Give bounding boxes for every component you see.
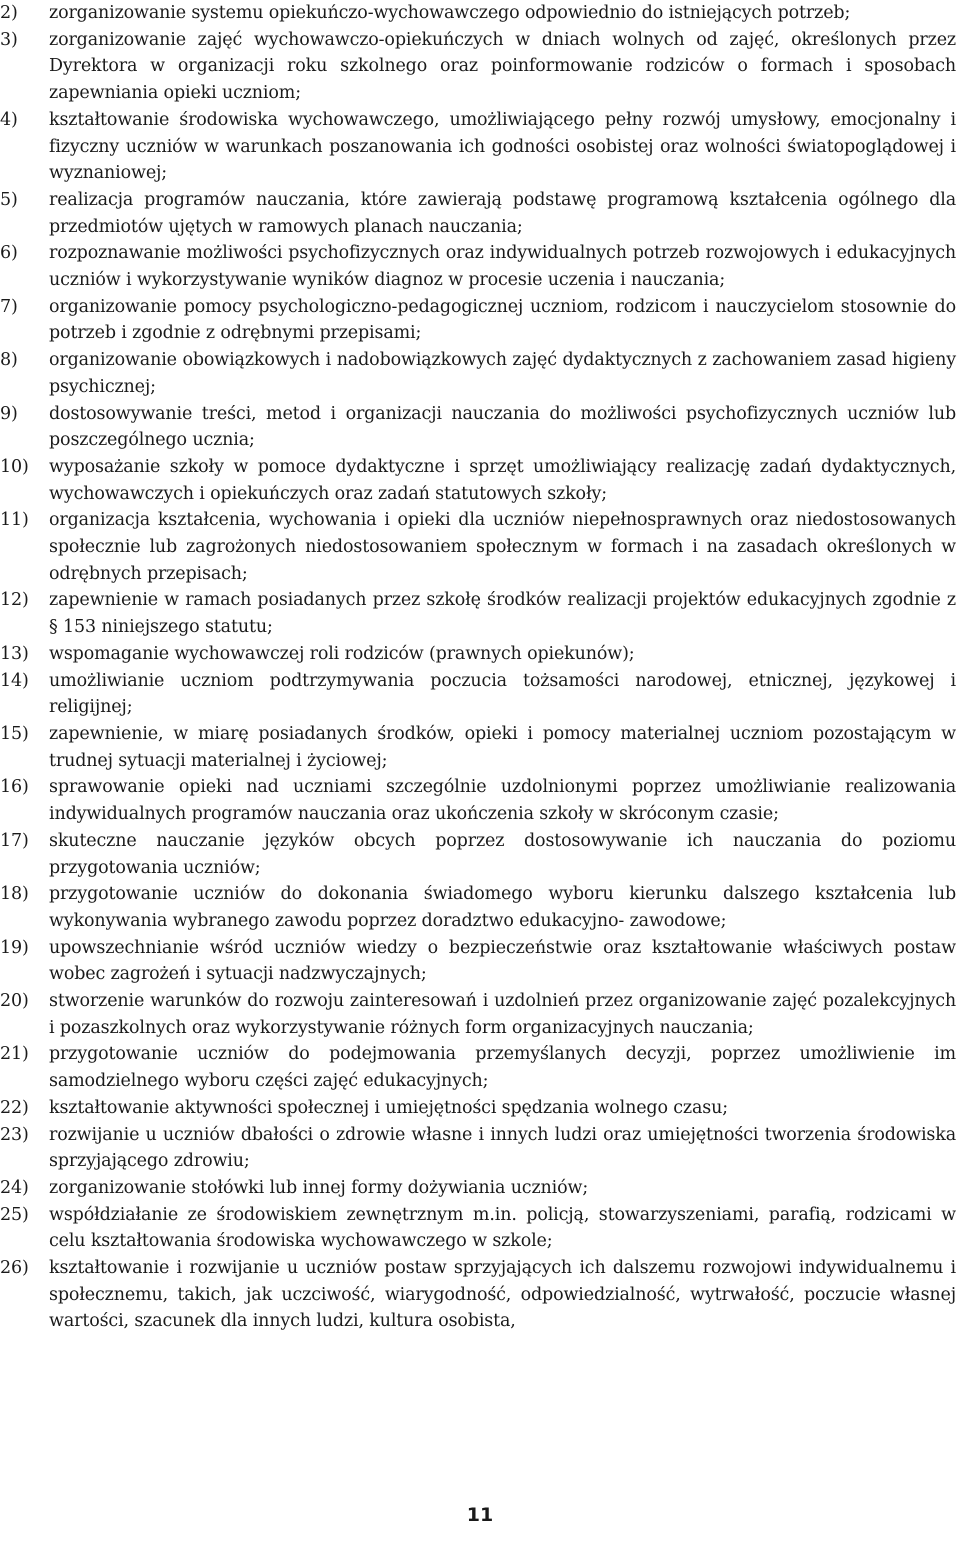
- list-item-number: 26): [0, 1258, 29, 1279]
- list-item-text: organizowanie pomocy psychologiczno-pedagogicznej uczniom, rodzicom i nauczycielom stosownie do potrzeb i zgodnie z odrębnymi przepisami;: [49, 296, 956, 344]
- list-item-number: 11): [0, 510, 29, 531]
- list-item: [0, 774, 960, 827]
- list-item: [0, 1202, 960, 1255]
- list-item-text: wyposażanie szkoły w pomoce dydaktyczne i sprzęt umożliwiający realizację zadań dydaktycznych, wychowawczych i opiekuńczych oraz zadań statutowych szkoły;: [49, 456, 956, 504]
- list-item-number: 13): [0, 643, 29, 664]
- list-item-text: sprawowanie opieki nad uczniami szczególnie uzdolnionymi poprzez umożliwianie realizowania indywidualnych programów nauczania oraz ukończenia szkoły w skróconym czasie;: [49, 777, 956, 825]
- list-item-text: zapewnienie w ramach posiadanych przez szkołę środków realizacji projektów edukacyjnych zgodnie z § 153 niniejszego statutu;: [49, 590, 956, 638]
- list-item-text: organizowanie obowiązkowych i nadobowiązkowych zajęć dydaktycznych z zachowaniem zasad higieny psychicznej;: [49, 350, 956, 397]
- list-item-text: kształtowanie środowiska wychowawczego, umożliwiającego pełny rozwój umysłowy, emocjonalny i fizyczny uczniów w warunkach poszanowania ich godności osobistej oraz wolności światopoglądowej i wyznaniowej;: [49, 109, 956, 184]
- list-item-number: 9): [0, 403, 18, 424]
- list-item-text: rozpoznawanie możliwości psychofizycznych oraz indywidualnych potrzeb rozwojowych i edukacyjnych uczniów i wykorzystywanie wyników diagnoz w procesie uczenia i nauczania;: [49, 243, 956, 291]
- list-item-number: 8): [0, 350, 18, 371]
- list-item-number: 25): [0, 1204, 29, 1225]
- list-item: [0, 828, 960, 881]
- list-item: [0, 988, 960, 1041]
- list-item-number: 6): [0, 243, 18, 264]
- list-item: [0, 641, 960, 668]
- list-item-number: 12): [0, 590, 29, 611]
- list-item-number: 20): [0, 991, 29, 1012]
- list-item-number: 5): [0, 189, 18, 210]
- list-item-text: umożliwianie uczniom podtrzymywania poczucia tożsamości narodowej, etnicznej, językowej i religijnej;: [49, 670, 956, 718]
- list-item: [0, 187, 960, 240]
- list-item-number: 2): [0, 3, 18, 23]
- list-item: [0, 294, 960, 347]
- list-item-number: 19): [0, 937, 29, 958]
- list-item-text: upowszechnianie wśród uczniów wiedzy o bezpieczeństwie oraz kształtowanie właściwych postaw wobec zagrożeń i sytuacji nadzwyczajnych;: [49, 937, 956, 985]
- list-item-number: 23): [0, 1124, 29, 1145]
- list-item-number: 10): [0, 456, 29, 477]
- list-item: [0, 107, 960, 187]
- list-item: [0, 881, 960, 934]
- list-item-number: 18): [0, 884, 29, 905]
- list-item-number: 7): [0, 296, 18, 317]
- list-item-text: rozwijanie u uczniów dbałości o zdrowie własne i innych ludzi oraz umiejętności tworzenia środowiska sprzyjającego zdrowiu;: [49, 1124, 956, 1172]
- list-item: [0, 1095, 960, 1122]
- list-item: [0, 27, 960, 107]
- list-item-text: organizacja kształcenia, wychowania i opieki dla uczniów niepełnosprawnych oraz niedostosowanych społecznie lub zagrożonych niedostosowaniem społecznym w formach i na zasadach określonych w odrębnych przepisach;: [49, 510, 956, 584]
- list-item-text: współdziałanie ze środowiskiem zewnętrznym m.in. policją, stowarzyszeniami, parafią, rodzicami w celu kształtowania środowiska wychowawczego w szkole;: [49, 1204, 956, 1252]
- list-item-text: przygotowanie uczniów do dokonania świadomego wyboru kierunku dalszego kształcenia lub wykonywania wybranego zawodu poprzez doradztwo edukacyjno- zawodowe;: [49, 884, 956, 931]
- list-item-text: stworzenie warunków do rozwoju zainteresowań i uzdolnień przez organizowanie zajęć pozalekcyjnych i pozaszkolnych oraz wykorzystywanie różnych form organizacyjnych nauczania;: [49, 991, 956, 1038]
- list-item: [0, 721, 960, 774]
- list-item: [0, 401, 960, 454]
- list-item-text: realizacja programów nauczania, które zawierają podstawę programową kształcenia ogólnego dla przedmiotów ujętych w ramowych planach nauczania;: [49, 189, 956, 237]
- list-item-text: wspomaganie wychowawczej roli rodziców (prawnych opiekunów);: [49, 643, 635, 664]
- list-item-number: 17): [0, 830, 29, 851]
- list-item-number: 3): [0, 29, 18, 50]
- list-item-text: zorganizowanie stołówki lub innej formy dożywiania uczniów;: [49, 1177, 589, 1198]
- list-item-number: 4): [0, 109, 18, 130]
- list-item: [0, 454, 960, 507]
- list-item-number: 22): [0, 1097, 29, 1118]
- page-number: 11: [466, 1504, 494, 1526]
- list-item-text: dostosowywanie treści, metod i organizacji nauczania do możliwości psychofizycznych uczniów lub poszczególnego ucznia;: [49, 403, 956, 451]
- list-item: [0, 240, 960, 293]
- list-item-text: kształtowanie i rozwijanie u uczniów postaw sprzyjających ich dalszemu rozwojowi indywidualnemu i społecznemu, takich, jak uczciwość, wiarygodność, odpowiedzialność, wytrwałość, poczucie własnej wartości, szacunek dla innych ludzi, kultura osobista,: [49, 1258, 956, 1332]
- list-item: [0, 1122, 960, 1175]
- list-item-number: 15): [0, 723, 29, 744]
- list-item-text: zorganizowanie systemu opiekuńczo-wychowawczego odpowiednio do istniejących potrzeb;: [49, 3, 851, 23]
- list-item-text: przygotowanie uczniów do podejmowania przemyślanych decyzji, poprzez umożliwienie im samodzielnego wyboru części zajęć edukacyjnych;: [49, 1044, 956, 1092]
- list-item: [0, 1041, 960, 1094]
- list-item-number: 16): [0, 777, 29, 798]
- list-item-text: kształtowanie aktywności społecznej i umiejętności spędzania wolnego czasu;: [49, 1097, 728, 1118]
- list-item-text: zorganizowanie zajęć wychowawczo-opiekuńczych w dniach wolnych od zajęć, określonych przez Dyrektora w organizacji roku szkolnego oraz poinformowanie rodziców o formach i sposobach zapewniania opieki uczniom;: [49, 29, 956, 104]
- list-item: [0, 507, 960, 587]
- list-item: [0, 347, 960, 400]
- list-item-number: 24): [0, 1177, 29, 1198]
- list-item: [0, 587, 960, 640]
- list-item: [0, 935, 960, 988]
- list-item: [0, 1175, 960, 1202]
- list-item: [0, 668, 960, 721]
- list-item: [0, 0, 960, 27]
- list-item-number: 14): [0, 670, 29, 691]
- list-item-text: zapewnienie, w miarę posiadanych środków, opieki i pomocy materialnej uczniom pozostającym w trudnej sytuacji materialnej i życiowej;: [49, 723, 956, 771]
- list-item: [0, 1255, 960, 1335]
- list-item-number: 21): [0, 1044, 29, 1065]
- list-item-text: skuteczne nauczanie języków obcych poprzez dostosowywanie ich nauczania do poziomu przygotowania uczniów;: [49, 830, 956, 878]
